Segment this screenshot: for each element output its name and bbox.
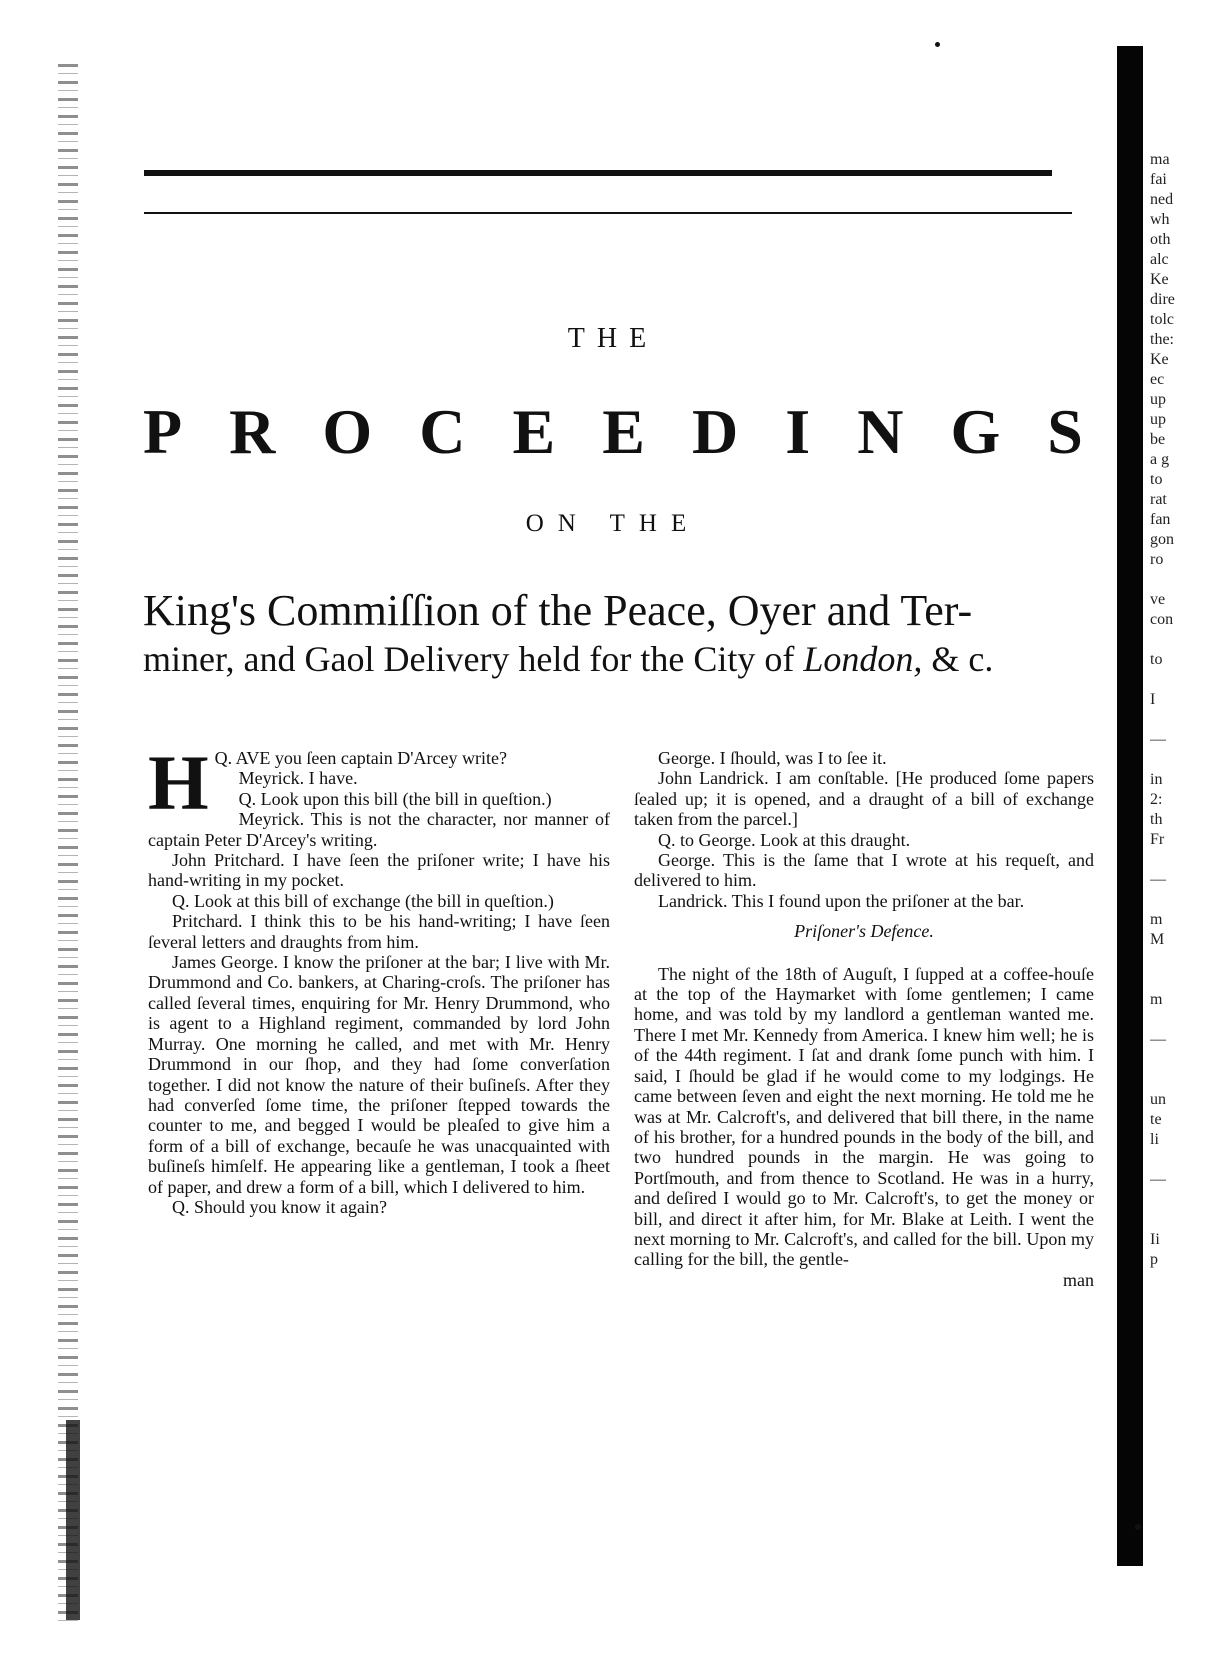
margin-fragment bbox=[1150, 1010, 1220, 1030]
subtitle-line-1: King's Commiſſion of the Peace, Oyer and Ter- bbox=[143, 586, 973, 635]
margin-fragment: Ke bbox=[1150, 271, 1169, 288]
title-letter: O bbox=[322, 396, 373, 467]
paragraph: Q. Look upon this bill (the bill in queſtion.) bbox=[238, 788, 552, 809]
margin-fragment: oth bbox=[1150, 231, 1171, 248]
margin-fragment: gon bbox=[1150, 531, 1174, 548]
margin-fragment: ma bbox=[1150, 151, 1170, 168]
ink-speck bbox=[1135, 1524, 1141, 1530]
margin-fragment: m bbox=[1150, 911, 1163, 928]
margin-fragment: te bbox=[1150, 1111, 1162, 1128]
top-double-rule-thin bbox=[144, 212, 1072, 214]
subtitle-city: London, bbox=[803, 639, 923, 679]
margin-fragment: con bbox=[1150, 611, 1174, 628]
paragraph: Q. to George. Look at this draught. bbox=[658, 829, 911, 850]
margin-fragment bbox=[1150, 670, 1220, 690]
margin-fragment: ro bbox=[1150, 551, 1164, 568]
margin-fragment bbox=[1150, 950, 1220, 970]
paragraph: Q. Should you know it again? bbox=[172, 1196, 387, 1217]
margin-fragment: to bbox=[1150, 651, 1163, 668]
margin-fragment bbox=[1150, 1150, 1220, 1170]
margin-fragment bbox=[1150, 570, 1220, 590]
title-letter: D bbox=[691, 396, 739, 467]
margin-fragment: in bbox=[1150, 771, 1163, 788]
margin-fragment bbox=[1150, 1070, 1220, 1090]
margin-fragment bbox=[1150, 1190, 1220, 1210]
title-letter: C bbox=[419, 396, 466, 467]
margin-fragment: fai bbox=[1150, 171, 1167, 188]
paragraph: John Landrick. I am conſtable. [He produced ſome papers ſealed up; it is opened, and a draught of a bill of exchange taken from the parcel.] bbox=[634, 768, 1094, 830]
paragraph: Q. Look at this bill of exchange (the bill in queſtion.) bbox=[172, 890, 554, 911]
page-gutter-shadow bbox=[1117, 46, 1143, 1566]
scan-edge-noise bbox=[58, 64, 78, 1624]
margin-fragment: th bbox=[1150, 811, 1163, 828]
margin-fragment: — bbox=[1150, 731, 1166, 748]
margin-fragment bbox=[1150, 630, 1220, 650]
margin-fragment: m bbox=[1150, 991, 1163, 1008]
margin-fragment: wh bbox=[1150, 211, 1170, 228]
margin-fragment bbox=[1150, 850, 1220, 870]
margin-fragment: Ii bbox=[1150, 1231, 1160, 1248]
top-double-rule-thick bbox=[144, 170, 1052, 176]
margin-fragment: Ke bbox=[1150, 351, 1169, 368]
scan-edge-shadow bbox=[66, 1420, 80, 1620]
margin-fragment: a g bbox=[1150, 451, 1170, 468]
margin-fragment bbox=[1150, 1210, 1220, 1230]
margin-fragment: — bbox=[1150, 1031, 1166, 1048]
margin-fragment bbox=[1150, 710, 1220, 730]
margin-fragment: M bbox=[1150, 931, 1165, 948]
margin-fragment bbox=[1150, 890, 1220, 910]
drop-cap: H bbox=[148, 739, 209, 826]
title-letter: N bbox=[857, 396, 904, 467]
margin-fragment: fan bbox=[1150, 511, 1171, 528]
margin-fragment: — bbox=[1150, 871, 1166, 888]
adjacent-page-fragments bbox=[1150, 150, 1220, 1270]
paragraph: Pritchard. I think this to be his hand-writing; I have ſeen ſeveral letters and draughts from him. bbox=[148, 911, 610, 952]
paragraph: John Pritchard. I have ſeen the priſoner write; I have his hand-writing in my pocket. bbox=[148, 850, 610, 891]
title-proceedings bbox=[143, 395, 1083, 469]
margin-fragment bbox=[1150, 1050, 1220, 1070]
ink-speck bbox=[935, 42, 940, 47]
paragraph: Meyrick. This is not the character, nor manner of captain Peter D'Arcey's writing. bbox=[148, 809, 610, 850]
catchword: man bbox=[1063, 1269, 1094, 1290]
paragraph: George. I ſhould, was I to ſee it. bbox=[658, 748, 887, 768]
title-letter: G bbox=[950, 396, 1001, 467]
margin-fragment: up bbox=[1150, 411, 1166, 428]
title-the: THE bbox=[567, 323, 659, 354]
margin-fragment: 2: bbox=[1150, 791, 1163, 808]
margin-fragment: the: bbox=[1150, 331, 1174, 348]
right-column bbox=[634, 748, 1094, 1290]
margin-fragment: ec bbox=[1150, 371, 1165, 388]
margin-fragment: be bbox=[1150, 431, 1166, 448]
title-letter: E bbox=[512, 396, 556, 467]
defence-paragraph: The night of the 18th of Auguſt, I ſupped at a coffee-houſe at the top of the Haymarket with ſome gentlemen; I came home, and was told by my landlord a gentleman wanted me. There I met Mr. Kennedy from America. I knew him well; he is of the 44th regiment. I ſat and drank ſome punch with him. I said, I ſhould be glad if he would come to my lodgings. He came between ſeven and eight the next morning. He told me he was at Mr. Calcroft's, and delivered that bill there, in the name of his brother, for a hundred pounds in the body of the bill, and two hundred pounds in the margin. He was going to Portſmouth, and from thence to Scotland. He was in a hurry, and deſired I would go to Mr. Calcroft's, to get the money or bill, and direct it after him, for Mr. Blake at Leith. I went the next morning to Mr. Calcroft's, and called for the bill. Upon my calling for the bill, the gentle- bbox=[634, 963, 1094, 1270]
title-letter: P bbox=[143, 396, 183, 467]
section-heading-prisoners-defence: Priſoner's Defence. bbox=[794, 921, 934, 942]
margin-fragment: ve bbox=[1150, 591, 1166, 608]
left-column bbox=[148, 739, 610, 1217]
title-letter: E bbox=[602, 396, 645, 467]
margin-fragment: ned bbox=[1150, 191, 1174, 208]
margin-fragment: p bbox=[1150, 1251, 1158, 1268]
opening-paragraph: H Q. AVE you ſeen captain D'Arcey write? bbox=[148, 739, 507, 826]
subtitle bbox=[143, 587, 1093, 683]
paragraph: George. This is the ſame that I wrote at his requeſt, and delivered to him. bbox=[634, 850, 1094, 891]
title-letter: I bbox=[785, 396, 811, 467]
title-letter: R bbox=[229, 396, 276, 467]
margin-fragment: rat bbox=[1150, 491, 1167, 508]
margin-fragment: — bbox=[1150, 1171, 1166, 1188]
margin-fragment: Fr bbox=[1150, 831, 1165, 848]
margin-fragment: tolc bbox=[1150, 311, 1174, 328]
margin-fragment: I bbox=[1150, 691, 1156, 708]
margin-fragment: up bbox=[1150, 391, 1166, 408]
margin-fragment: dire bbox=[1150, 291, 1175, 308]
title-letter: S bbox=[1047, 396, 1083, 467]
title-on-the: ON THE bbox=[525, 510, 701, 537]
margin-fragment: li bbox=[1150, 1131, 1159, 1148]
margin-fragment: alc bbox=[1150, 251, 1169, 268]
margin-fragment bbox=[1150, 750, 1220, 770]
margin-fragment: to bbox=[1150, 471, 1163, 488]
paragraph: Landrick. This I found upon the priſoner at the bar. bbox=[658, 890, 1025, 911]
paragraph: Meyrick. I have. bbox=[238, 768, 358, 789]
margin-fragment bbox=[1150, 970, 1220, 990]
subtitle-line-2: miner, and Gaol Delivery held for the City of London, & c. bbox=[143, 639, 994, 679]
paragraph: James George. I know the priſoner at the bar; I live with Mr. Drummond and Co. bankers, at Charing-croſs. The priſoner has called ſeveral times, enquiring for Mr. Henry Drummond, who is agent to a Highland regiment, commanded by lord John Murray. One morning he called, and met with Mr. Henry Drummond in our ſhop, and they had ſome converſation together. I did not know the nature of their buſineſs. After they had converſed ſome time, the priſoner ſtepped towards the counter to me, and begged I would be pleaſed to give him a form of a bill of exchange, becauſe he was unacquainted with buſineſs himſelf. He appearing like a gentleman, I took a ſheet of paper, and drew a form of a bill, which I delivered to him. bbox=[148, 952, 610, 1197]
margin-fragment: un bbox=[1150, 1091, 1166, 1108]
